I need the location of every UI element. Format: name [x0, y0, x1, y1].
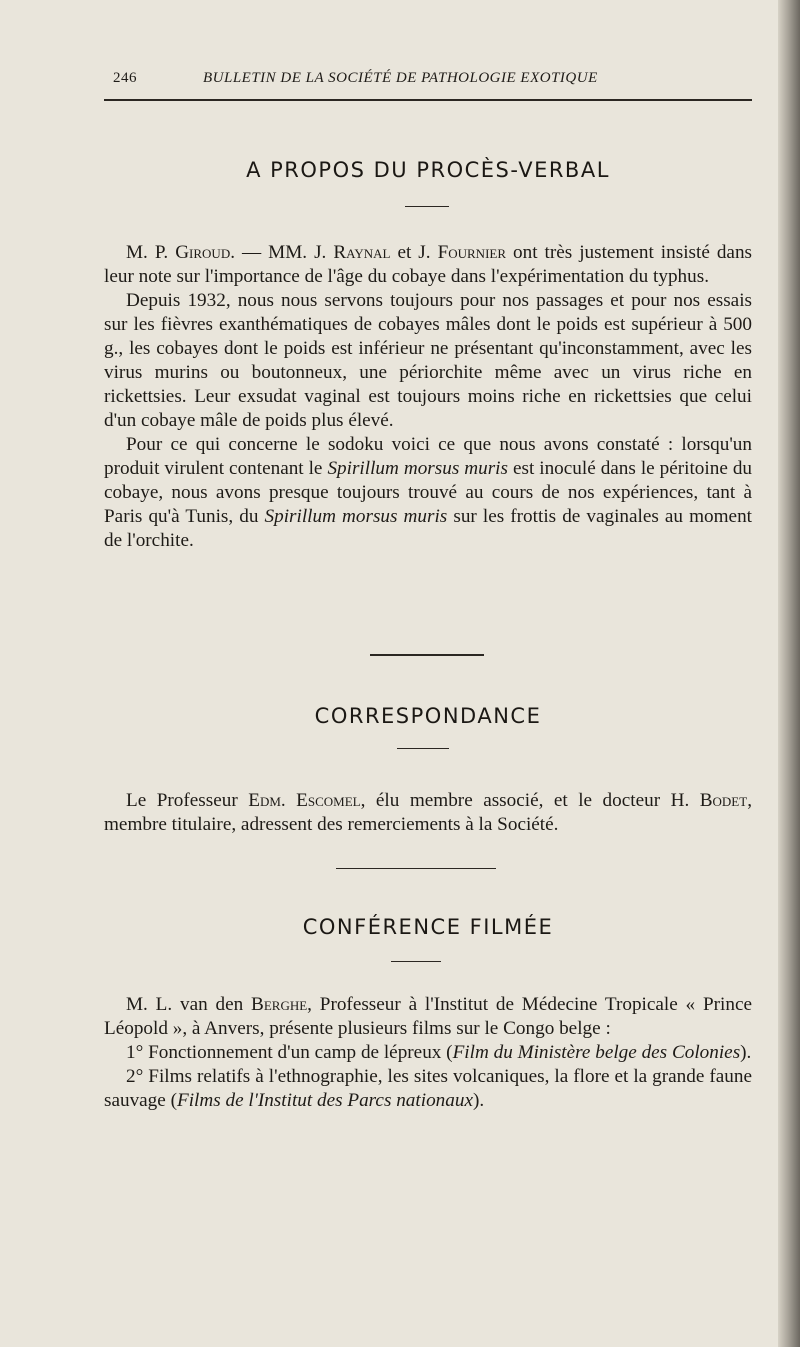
paragraph: Le Professeur Edm. Escomel, élu membre associé, et le docteur H. Bodet, membre titulaire, adressent des remerciements à la Société.	[104, 790, 752, 835]
paragraph: Pour ce qui concerne le sodoku voici ce que nous avons constaté : lorsqu'un produit virulent contenant le Spirillum morsus muris est inoculé dans le péritoine du cobaye, nous avons presque toujours trouvé au cours de nos expériences, tant à Paris qu'à Tunis, du Spirillum morsus muris sur les frottis de vaginales au moment de l'orchite.	[104, 434, 753, 551]
paragraph: 2° Films relatifs à l'ethnographie, les sites volcaniques, la flore et la grande faune sauvage (Films de l'Institut des Parcs nationaux).	[104, 1066, 752, 1111]
section-conference-body	[104, 993, 752, 1113]
section-divider	[336, 868, 496, 869]
paragraph: M. L. van den Berghe, Professeur à l'Institut de Médecine Tropicale « Prince Léopold », à Anvers, présente plusieurs films sur le Congo belge :	[104, 994, 752, 1039]
section-correspondance-body	[104, 789, 752, 837]
section-title-proces-verbal: A PROPOS DU PROCÈS-VERBAL	[246, 158, 610, 182]
paragraph: Depuis 1932, nous nous servons toujours pour nos passages et pour nos essais sur les fièvres exanthématiques de cobayes mâles dont le poids est supérieur à 500 g., les cobayes dont le poids est inférieur ne présentant qu'inconstamment, avec les virus murins ou boutonneux, une périorchite même avec un virus riche en rickettsies. Leur exsudat vaginal est toujours moins riche en rickettsies que celui d'un cobaye mâle de poids plus élevé.	[104, 290, 752, 431]
section-divider	[370, 654, 484, 656]
page-number: 246	[113, 70, 137, 86]
header-rule	[104, 99, 752, 101]
paragraph: M. P. Giroud. — MM. J. Raynal et J. Fournier ont très justement insisté dans leur note sur l'importance de l'âge du cobaye dans l'expérimentation du typhus.	[104, 242, 752, 287]
title-rule	[397, 748, 449, 749]
section-title-conference-filmee: CONFÉRENCE FILMÉE	[302, 915, 554, 939]
title-rule	[391, 961, 441, 962]
title-rule	[405, 206, 449, 207]
journal-title: BULLETIN DE LA SOCIÉTÉ DE PATHOLOGIE EXOTIQUE	[203, 70, 598, 86]
section-title-correspondance: CORRESPONDANCE	[314, 704, 542, 728]
section-proces-verbal-body	[104, 241, 752, 553]
paragraph: 1° Fonctionnement d'un camp de lépreux (Film du Ministère belge des Colonies).	[126, 1042, 752, 1063]
page-edge-shadow	[778, 0, 800, 1347]
